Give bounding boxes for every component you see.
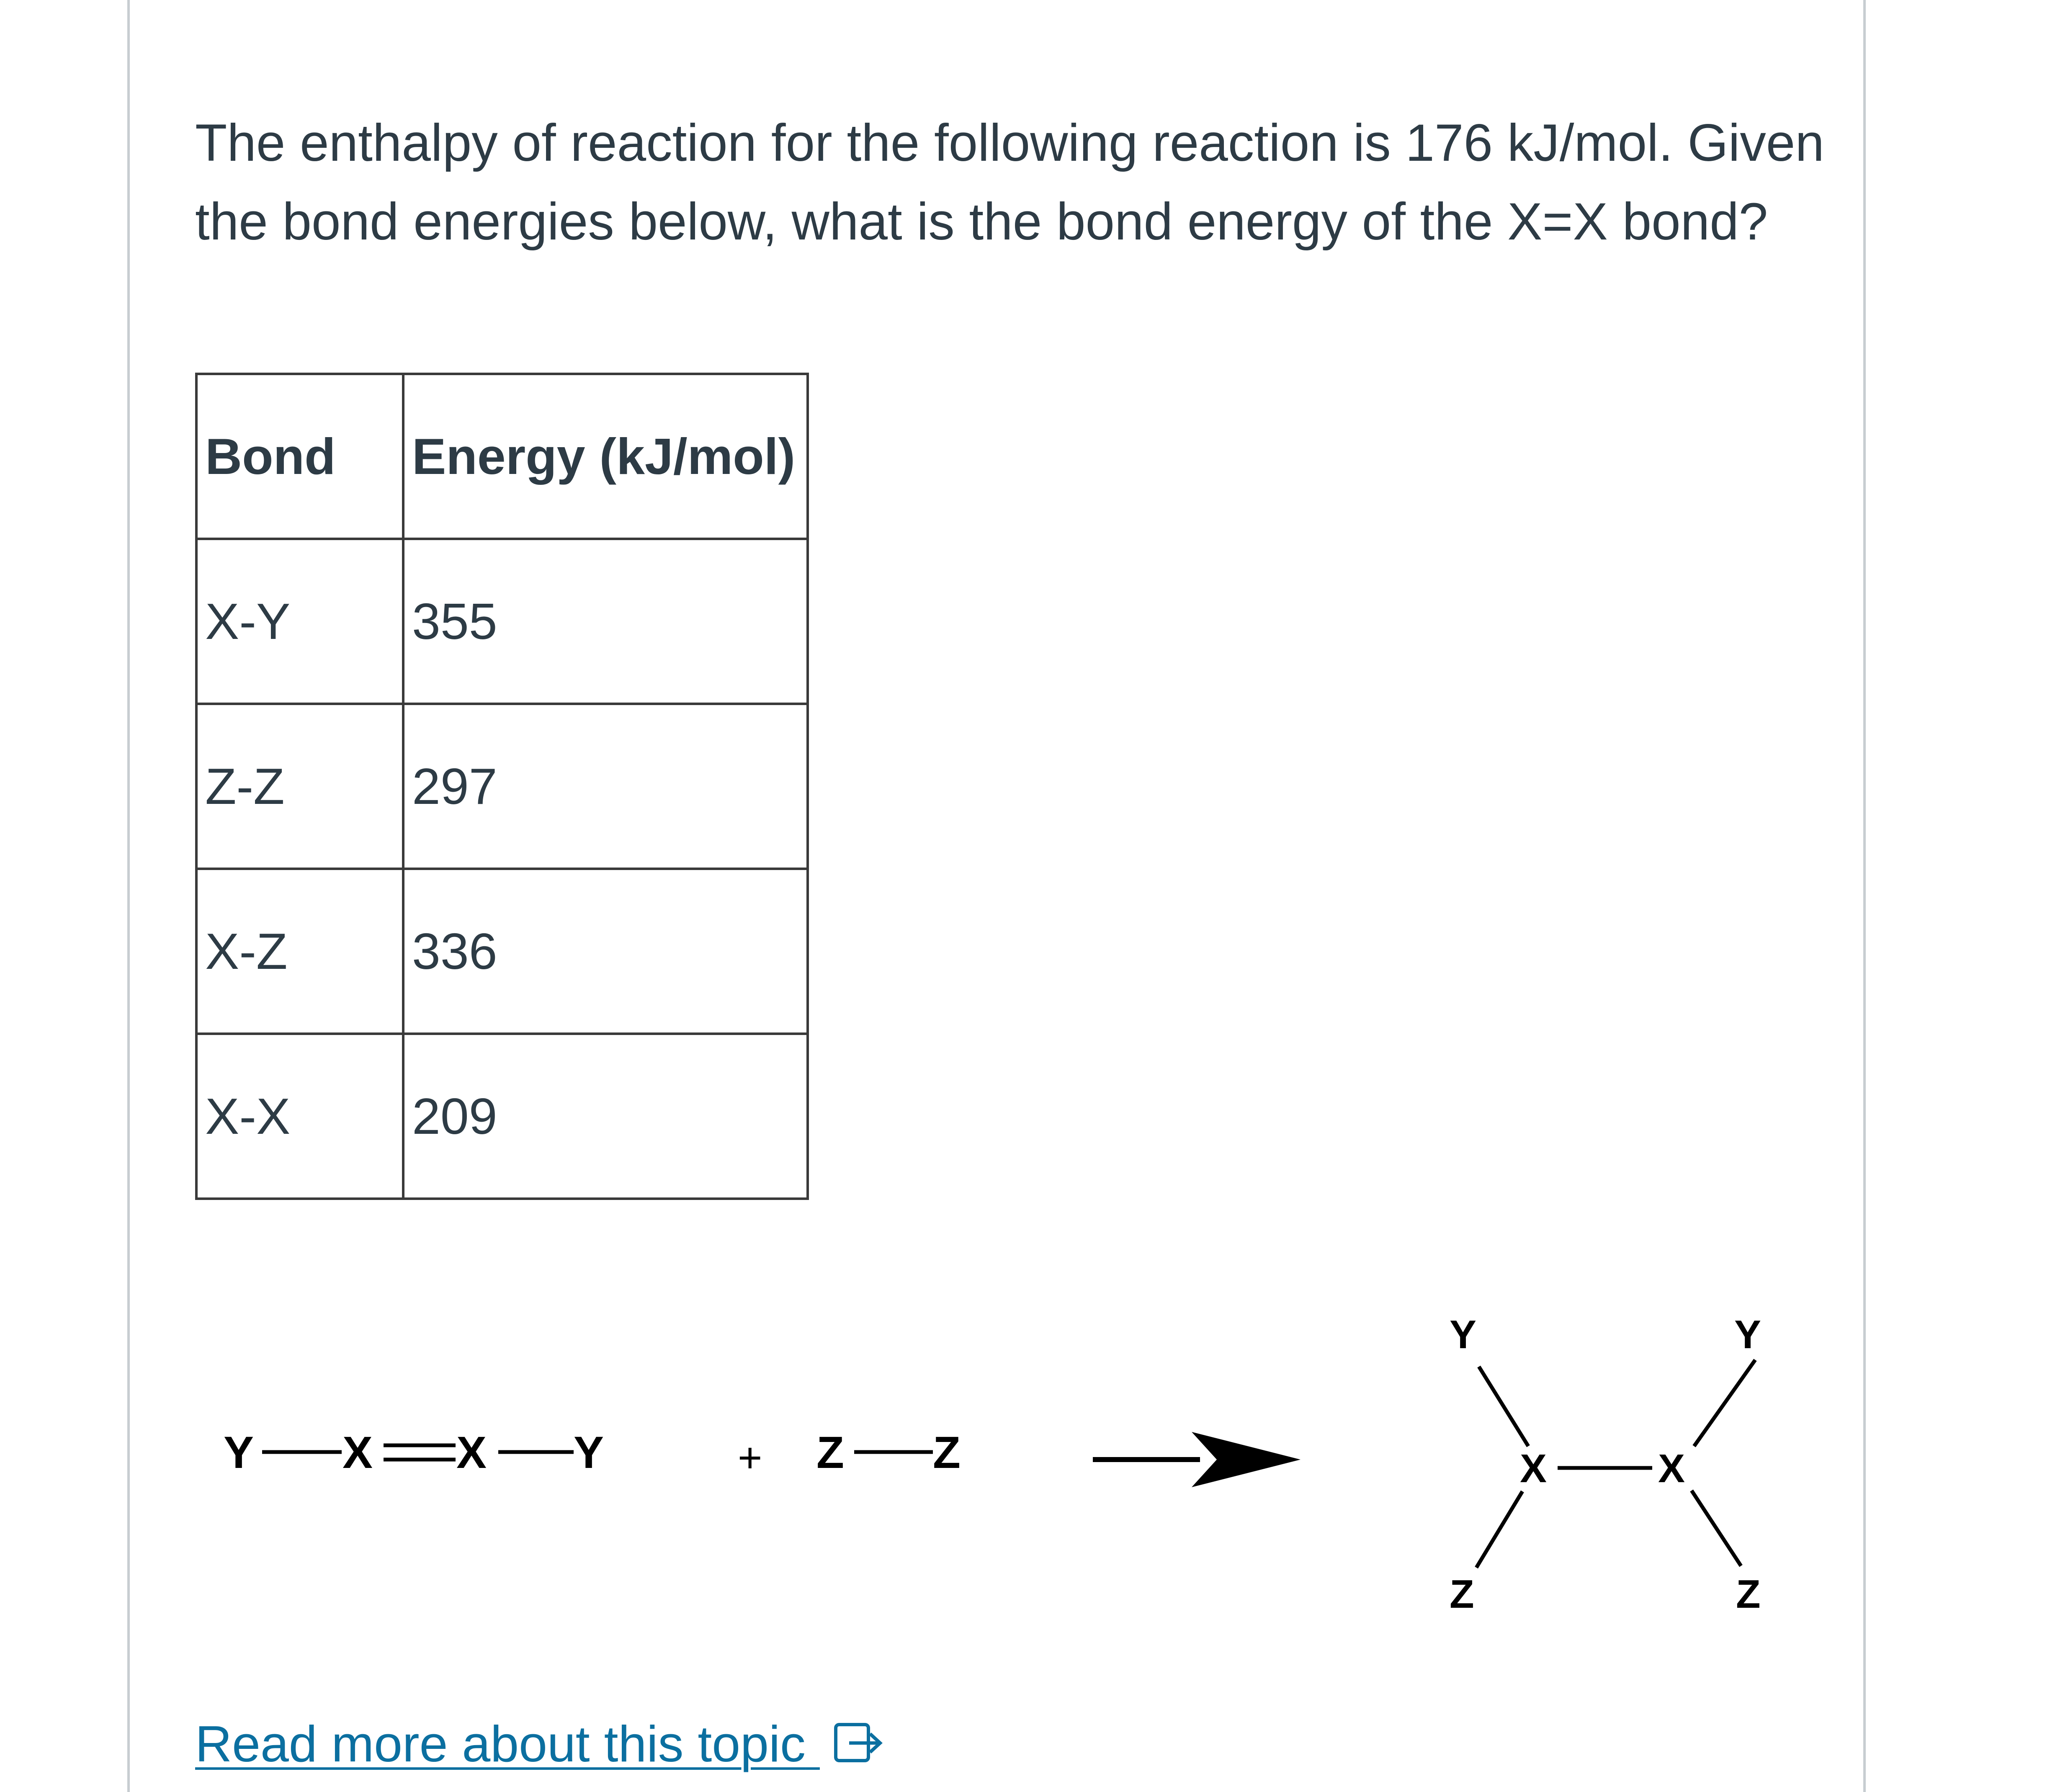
reactant-zz bbox=[816, 1427, 961, 1478]
atom-label: X bbox=[1520, 1446, 1547, 1491]
atom-label: Y bbox=[1734, 1312, 1762, 1357]
bond-cell: X-Y bbox=[196, 539, 403, 704]
atom-label: Y bbox=[224, 1427, 254, 1478]
atom-label: Z bbox=[1450, 1572, 1474, 1616]
atom-label: Z bbox=[1736, 1572, 1761, 1616]
table-row bbox=[196, 704, 808, 869]
atom-label: Z bbox=[933, 1427, 961, 1478]
column-header-energy: Energy (kJ/mol) bbox=[403, 374, 808, 539]
energy-cell: 336 bbox=[403, 869, 808, 1034]
energy-cell: 355 bbox=[403, 539, 808, 704]
table-row bbox=[196, 1034, 808, 1199]
atom-label: X bbox=[1658, 1446, 1685, 1491]
atom-label: X bbox=[343, 1427, 373, 1478]
read-more-link[interactable] bbox=[195, 1712, 887, 1779]
reaction-diagram bbox=[195, 1273, 1786, 1616]
read-more-label: Read more about this topic bbox=[195, 1715, 806, 1772]
table-header-row bbox=[196, 374, 808, 539]
energy-cell: 209 bbox=[403, 1034, 808, 1199]
atom-label: Y bbox=[1450, 1312, 1477, 1357]
reaction-svg bbox=[195, 1273, 1786, 1616]
bond-cell: X-X bbox=[196, 1034, 403, 1199]
bond-cell: Z-Z bbox=[196, 704, 403, 869]
atom-label: Z bbox=[816, 1427, 844, 1478]
column-header-bond: Bond bbox=[196, 374, 403, 539]
question-text: The enthalpy of reaction for the following reaction is 176 kJ/mol. Given the bond energies below, what is the bond energy of the X=X bond? bbox=[195, 114, 1824, 251]
atom-label: Y bbox=[574, 1427, 604, 1478]
table-row bbox=[196, 539, 808, 704]
table-row bbox=[196, 869, 808, 1034]
bond-energy-table bbox=[195, 373, 809, 1200]
external-link-icon bbox=[832, 1717, 887, 1779]
atom-label: X bbox=[456, 1427, 487, 1478]
bond-cell: X-Z bbox=[196, 869, 403, 1034]
plus-sign: + bbox=[738, 1434, 762, 1481]
product-molecule bbox=[1450, 1312, 1761, 1616]
energy-cell: 297 bbox=[403, 704, 808, 869]
reaction-arrow bbox=[1093, 1432, 1301, 1487]
reactant-yxxy bbox=[224, 1427, 604, 1478]
